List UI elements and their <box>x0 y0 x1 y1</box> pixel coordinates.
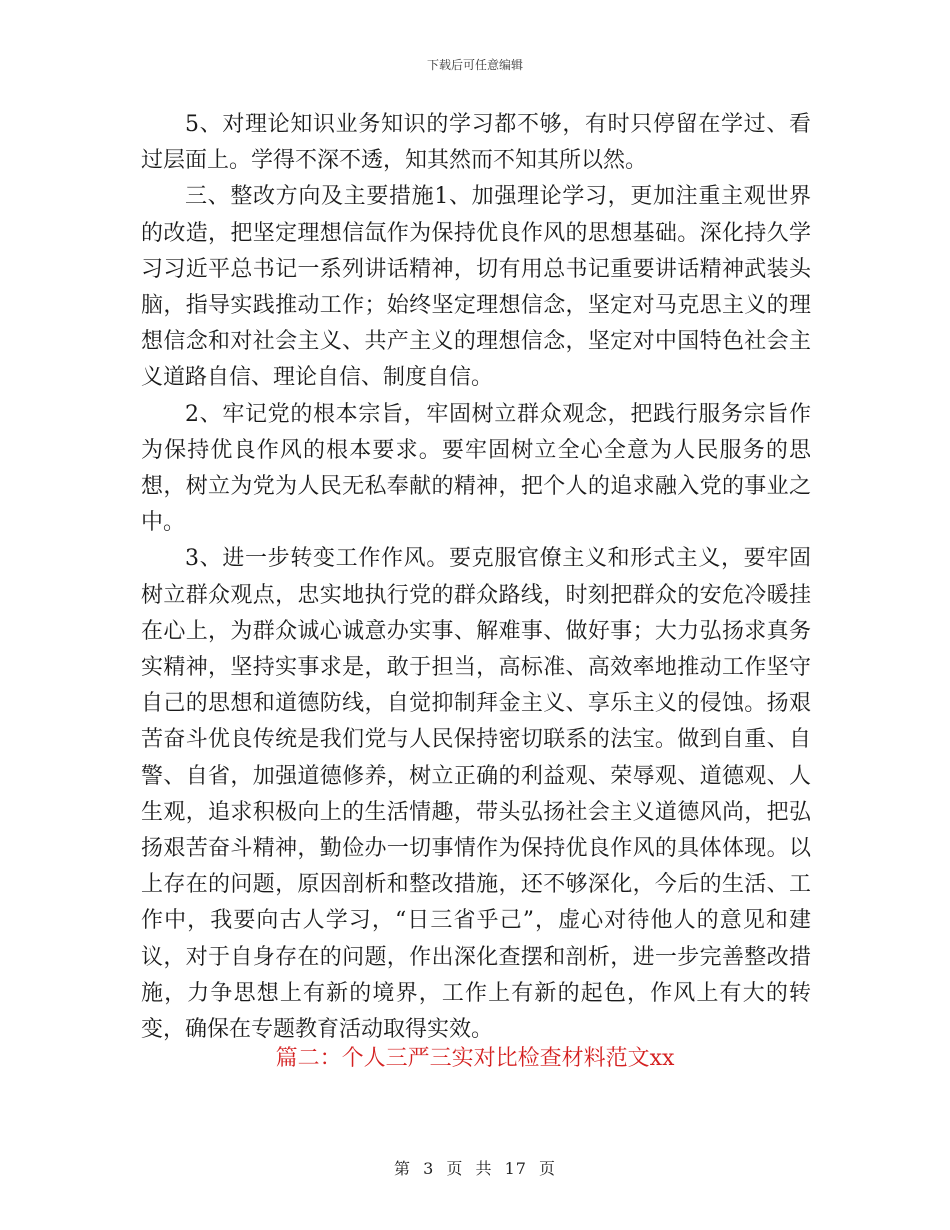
header-note: 下载后可任意编辑 <box>426 58 523 72</box>
paragraph-1: 5、对理论知识业务知识的学习都不够，有时只停留在学过、看过层面上。学得不深不透，知其然而不知其所以然。 <box>141 112 811 174</box>
footer-prefix: 第 <box>393 1159 411 1178</box>
paragraph-4: 3、进一步转变工作作风。要克服官僚主义和形式主义，要牢固树立群众观点，忠实地执行党的群众路线，时刻把群众的安危冷暖挂在心上，为群众诚心诚意办实事、解难事、做好事；大力弘扬求真务实精神，坚持实事求是，敢于担当，高标准、高效率地推动工作坚守自己的思想和道德防线，自觉抑制拜金主义、享乐主义的侵蚀。扬艰苦奋斗优良传统是我们党与人民保持密切联系的法宝。做到自重、自警、自省，加强道德修养，树立正确的利益观、荣辱观、道德观、人生观，追求积极向上的生活情趣，带头弘扬社会主义道德风尚，把弘扬艰苦奋斗精神，勤俭办一切事情作为保持优良作风的具体体现。以上存在的问题，原因剖析和整改措施，还不够深化，今后的生活、工作中，我要向古人学习，“日三省乎己”，虚心对待他人的意见和建议，对于自身存在的问题，作出深化查摆和剖析，进一步完善整改措施，力争思想上有新的境界，工作上有新的起色，作风上有大的转变，确保在专题教育活动取得实效。 <box>141 546 811 1043</box>
footer-current-page: 3 <box>423 1159 435 1178</box>
footer-mid: 页 <box>446 1159 464 1178</box>
paragraph-3: 2、牢记党的根本宗旨，牢固树立群众观念，把践行服务宗旨作为保持优良作风的根本要求。要牢固树立全心全意为人民服务的思想，树立为党为人民无私奉献的精神，把个人的追求融入党的事业之中。 <box>141 401 811 536</box>
footer-suffix: 页 <box>539 1159 557 1178</box>
page-footer <box>0 1156 950 1179</box>
body-content <box>141 107 811 1048</box>
paragraph-2: 三、整改方向及主要措施1、加强理论学习，更加注重主观世界的改造，把坚定理想信氙作为保持优良作风的思想基础。深化持久学习习近平总书记一系列讲话精神，切有用总书记重要讲话精神武装头脑，指导实践推动工作；始终坚定理想信念，坚定对马克思主义的理想信念和对社会主义、共产主义的理想信念，坚定对中国特色社会主义道路自信、理论自信、制度自信。 <box>141 184 811 391</box>
footer-total-pages: 17 <box>504 1159 527 1178</box>
section-title: 篇二：个人三严三实对比检查材料范文xx <box>275 1046 675 1071</box>
footer-total-label: 共 <box>475 1159 493 1178</box>
